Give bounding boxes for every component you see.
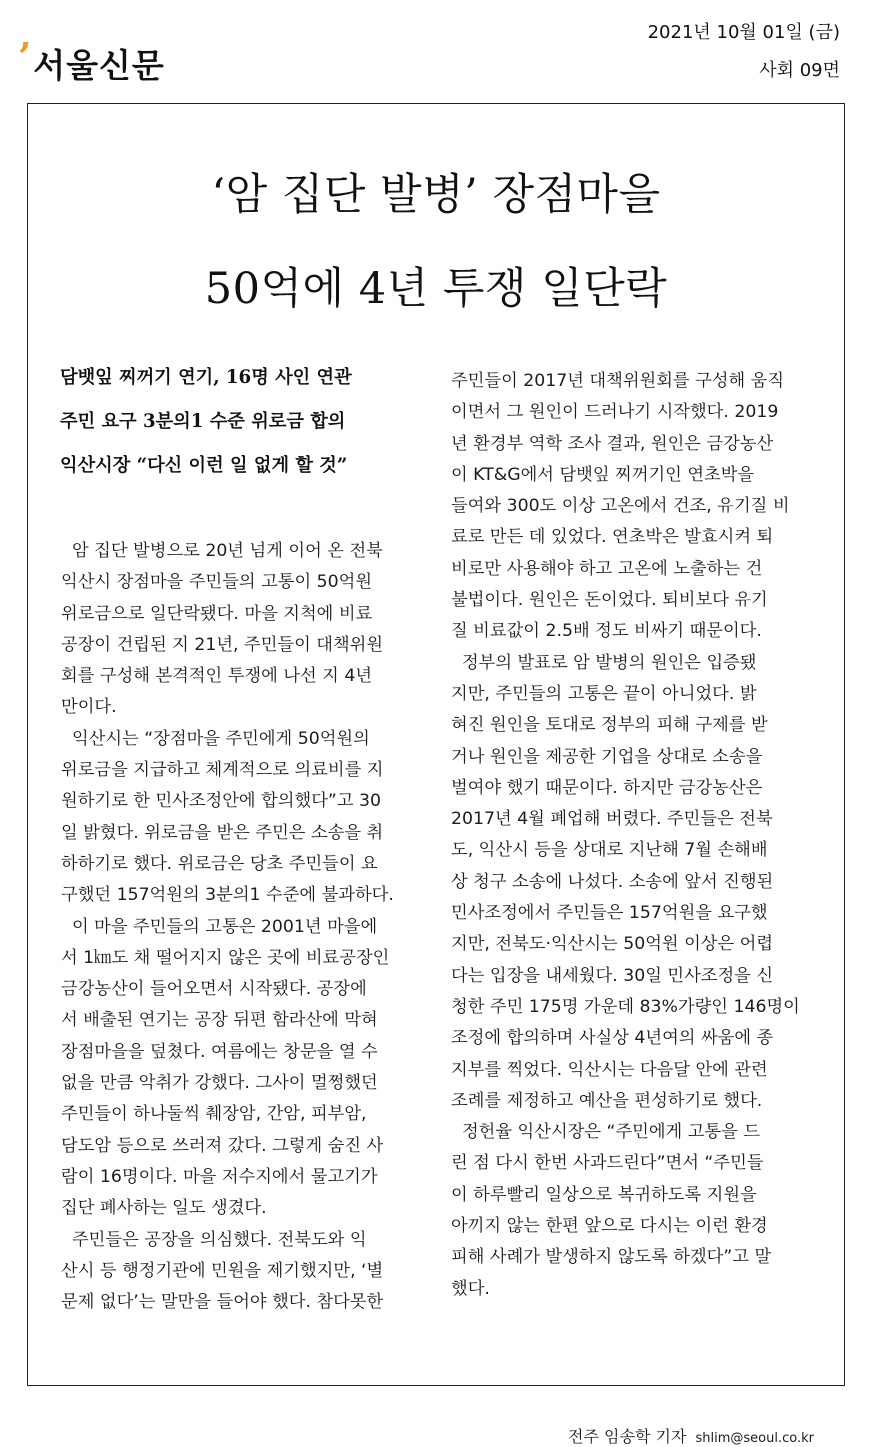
body-text-line: 원하기로 한 민사조정안에 합의했다”고 30 <box>61 791 382 812</box>
newspaper-logo <box>18 34 165 86</box>
body-text-line: 벌여야 했기 때문이다. 하지만 금강농산은 <box>451 777 763 798</box>
body-text-line: 주민들은 공장을 의심했다. 전북도와 익 <box>61 1229 367 1250</box>
body-text-line: 거나 원인을 제공한 기업을 상대로 소송을 <box>451 746 763 767</box>
body-text-line: 공장이 건립된 지 21년, 주민들이 대책위원 <box>61 634 384 655</box>
body-text-line: 료로 만든 데 있었다. 연초박은 발효시켜 퇴 <box>451 527 774 548</box>
body-text-line: 만이다. <box>61 697 117 718</box>
body-text-line: 정헌율 익산시장은 “주민에게 고통을 드 <box>451 1122 761 1143</box>
headline-line: ‘암 집단 발병’ 장점마을 <box>211 170 661 220</box>
article-body-left-column <box>61 536 445 1318</box>
body-text-line: 서 1㎞도 채 떨어지지 않은 곳에 비료공장인 <box>61 947 390 968</box>
article-frame <box>27 103 845 1446</box>
body-text-line: 지만, 주민들의 고통은 끝이 아니었다. 밝 <box>451 683 757 704</box>
article-body-right-column <box>451 366 841 1305</box>
body-text-line: 담도암 등으로 쓰러져 갔다. 그렇게 숨진 사 <box>61 1135 384 1156</box>
body-text-line: 비로만 사용해야 하고 고온에 노출하는 건 <box>451 558 763 579</box>
body-text-line: 위로금으로 일단락됐다. 마을 지척에 비료 <box>61 603 373 624</box>
body-text-line: 익산시 장점마을 주민들의 고통이 50억원 <box>61 572 373 593</box>
body-text-line: 위로금을 지급하고 체계적으로 의료비를 지 <box>61 760 384 781</box>
body-text-line: 회를 구성해 본격적인 투쟁에 나선 지 4년 <box>61 666 373 687</box>
body-text-line: 들여와 300도 이상 고온에서 건조, 유기질 비 <box>451 496 790 517</box>
body-text-line: 이 하루빨리 일상으로 복귀하도록 지원을 <box>451 1184 757 1205</box>
body-text-line: 정부의 발표로 암 발병의 원인은 입증됐 <box>451 652 757 673</box>
body-text-line: 익산시는 “장점마을 주민에게 50억원의 <box>61 728 370 749</box>
body-text-line: 질 비료값이 2.5배 정도 비싸기 때문이다. <box>451 621 762 642</box>
body-text-line: 집단 폐사하는 일도 생겼다. <box>61 1198 267 1219</box>
body-text-line: 린 점 다시 한번 사과드린다”면서 “주민들 <box>451 1153 764 1174</box>
body-text-line: 아끼지 않는 한편 앞으로 다시는 이런 환경 <box>451 1216 768 1237</box>
body-text-line: 상 청구 소송에 나섰다. 소송에 앞서 진행된 <box>451 871 774 892</box>
subheadline: 익산시장 “다신 이런 일 없게 할 것” <box>60 455 348 476</box>
body-text-line: 없을 만큼 악취가 강했다. 그사이 멀쩡했던 <box>61 1073 378 1094</box>
body-text-line: 암 집단 발병으로 20년 넘게 이어 온 전북 <box>61 541 383 561</box>
logo-text: 서울신문 <box>33 46 165 85</box>
body-text-line: 불법이다. 원인은 돈이었다. 퇴비보다 유기 <box>451 590 768 611</box>
issue-date: 2021년 10월 01일 (금) <box>647 22 840 43</box>
byline-author: 전주 임송학 기자 <box>568 1427 687 1446</box>
byline-email[interactable]: shlim@seoul.co.kr <box>695 1431 814 1446</box>
body-text-line: 장점마을을 덮쳤다. 여름에는 창문을 열 수 <box>61 1041 378 1062</box>
body-text-line: 이 마을 주민들의 고통은 2001년 마을에 <box>61 916 378 937</box>
body-text-line: 금강농산이 들어오면서 시작됐다. 공장에 <box>61 979 367 1000</box>
body-text-line: 지부를 찍었다. 익산시는 다음달 안에 관련 <box>451 1059 768 1080</box>
headline <box>28 148 844 336</box>
body-text-line: 다는 입장을 내세웠다. 30일 민사조정을 신 <box>451 965 774 986</box>
body-text-line: 문제 없다’는 말만을 들어야 했다. 참다못한 <box>61 1292 384 1313</box>
subheadline: 담뱃잎 찌꺼기 연기, 16명 사인 연관 <box>60 367 352 388</box>
body-text-line: 조정에 합의하며 사실상 4년여의 싸움에 종 <box>451 1028 774 1049</box>
byline <box>568 1424 814 1447</box>
body-text-line: 이면서 그 원인이 드러나기 시작했다. 2019 <box>451 402 779 423</box>
body-text-line: 도, 익산시 등을 상대로 지난해 7월 손해배 <box>451 840 768 861</box>
body-text-line: 2017년 4월 폐업해 버렸다. 주민들은 전북 <box>451 809 773 830</box>
subheadline: 주민 요구 3분의1 수준 위로금 합의 <box>60 411 346 432</box>
body-text-line: 주민들이 2017년 대책위원회를 구성해 움직 <box>451 371 785 391</box>
body-text-line: 이 KT&G에서 담뱃잎 찌꺼기인 연초박을 <box>451 464 755 485</box>
logo-accent-mark: ’ <box>18 34 32 79</box>
body-text-line: 청한 주민 175명 가운데 83%가량인 146명이 <box>451 996 800 1017</box>
body-text-line: 산시 등 행정기관에 민원을 제기했지만, ‘별 <box>61 1260 384 1281</box>
subheadlines <box>60 356 430 488</box>
body-text-line: 년 환경부 역학 조사 결과, 원인은 금강농산 <box>451 433 774 454</box>
body-text-line: 조례를 제정하고 예산을 편성하기로 했다. <box>451 1090 763 1111</box>
body-text-line: 일 밝혔다. 위로금을 받은 주민은 소송을 취 <box>61 822 384 843</box>
issue-section-page: 사회 09면 <box>759 60 840 81</box>
body-text-line: 지만, 전북도·익산시는 50억원 이상은 어렵 <box>451 934 774 955</box>
body-text-line: 민사조정에서 주민들은 157억원을 요구했 <box>451 903 768 924</box>
body-text-line: 했다. <box>451 1278 490 1299</box>
body-text-line: 구했던 157억원의 3분의1 수준에 불과하다. <box>61 885 394 906</box>
body-text-line: 하하기로 했다. 위로금은 당초 주민들이 요 <box>61 853 378 874</box>
body-text-line: 피해 사례가 발생하지 않도록 하겠다”고 말 <box>451 1247 772 1268</box>
body-text-line: 혀진 원인을 토대로 정부의 피해 구제를 받 <box>451 715 768 736</box>
body-text-line: 주민들이 하나둘씩 췌장암, 간암, 피부암, <box>61 1104 367 1125</box>
body-text-line: 서 배출된 연기는 공장 뒤편 함라산에 막혀 <box>61 1010 378 1031</box>
headline-line: 50억에 4년 투쟁 일단락 <box>204 264 668 314</box>
body-text-line: 람이 16명이다. 마을 저수지에서 물고기가 <box>61 1166 378 1187</box>
